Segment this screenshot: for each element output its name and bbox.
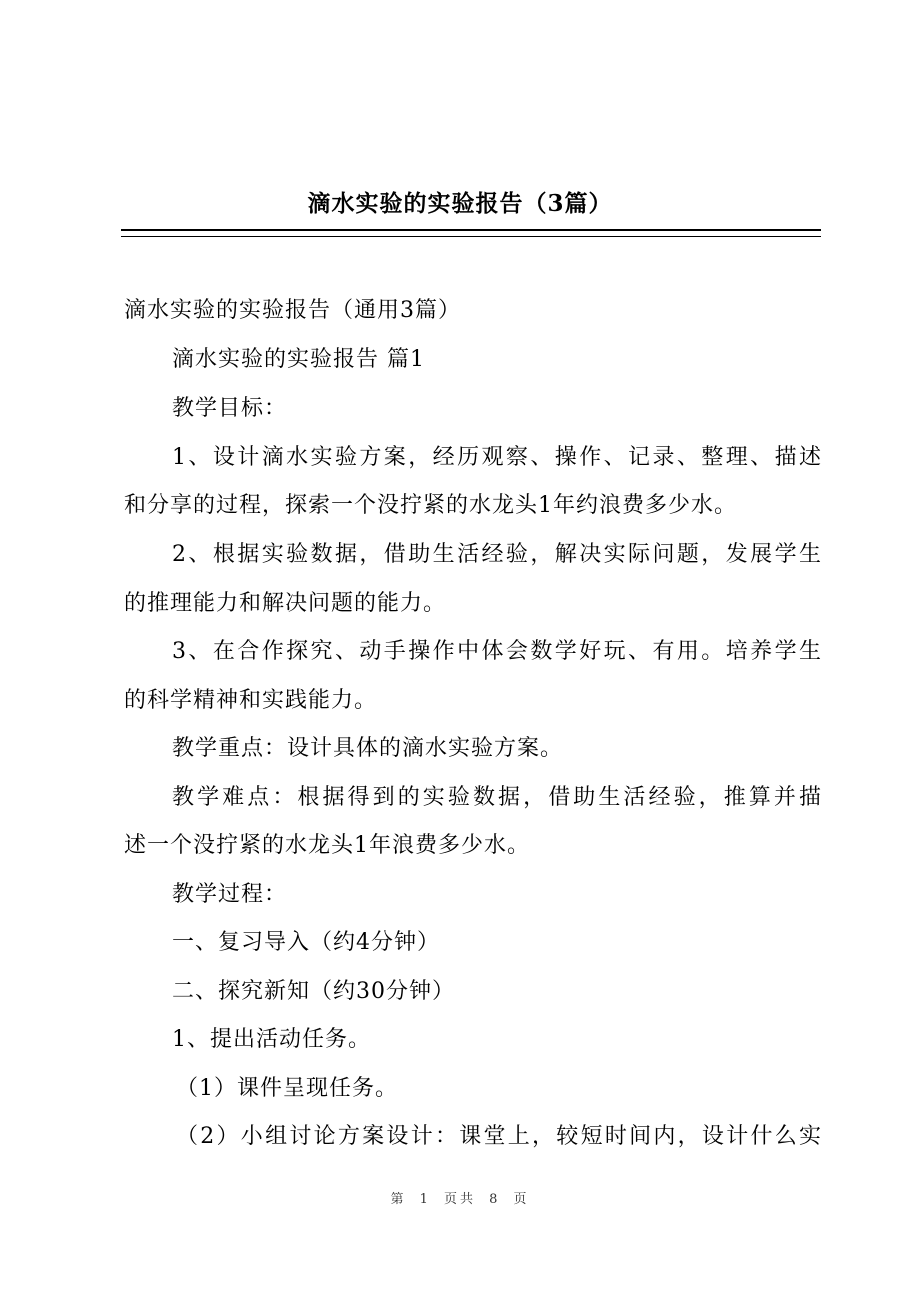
- page-number-footer: 第 1 页共 8 页: [390, 1192, 530, 1207]
- body-line: 1、设计滴水实验方案，经历观察、操作、记录、整理、描述: [172, 445, 821, 470]
- body-line: （2）小组讨论方案设计：课堂上，较短时间内，设计什么实: [176, 1124, 821, 1149]
- body-line: 二、探究新知（约30分钟）: [172, 979, 455, 1004]
- body-line: 教学目标：: [172, 396, 288, 421]
- body-line: 的推理能力和解决问题的能力。: [124, 591, 447, 616]
- body-line: 和分享的过程，探索一个没拧紧的水龙头1年约浪费多少水。: [124, 493, 737, 518]
- body-line: 教学过程：: [172, 882, 288, 907]
- body-line: 的科学精神和实践能力。: [124, 688, 378, 713]
- document-title: 滴水实验的实验报告（3篇）: [307, 190, 613, 217]
- body-line: 教学重点：设计具体的滴水实验方案。: [172, 736, 564, 761]
- body-line: 一、复习导入（约4分钟）: [172, 930, 440, 955]
- body-line: 滴水实验的实验报告 篇1: [172, 347, 425, 372]
- body-line: 教学难点：根据得到的实验数据，借助生活经验，推算并描: [172, 785, 821, 810]
- body-line: （1）课件呈现任务。: [176, 1076, 398, 1101]
- body-line: 3、在合作探究、动手操作中体会数学好玩、有用。培养学生: [172, 639, 821, 664]
- body-line: 2、根据实验数据，借助生活经验，解决实际问题，发展学生: [172, 542, 821, 567]
- body-line: 述一个没拧紧的水龙头1年浪费多少水。: [124, 833, 530, 858]
- title-underline: [121, 229, 821, 237]
- body-line: 1、提出活动任务。: [172, 1027, 371, 1052]
- body-line: 滴水实验的实验报告（通用3篇）: [124, 298, 461, 323]
